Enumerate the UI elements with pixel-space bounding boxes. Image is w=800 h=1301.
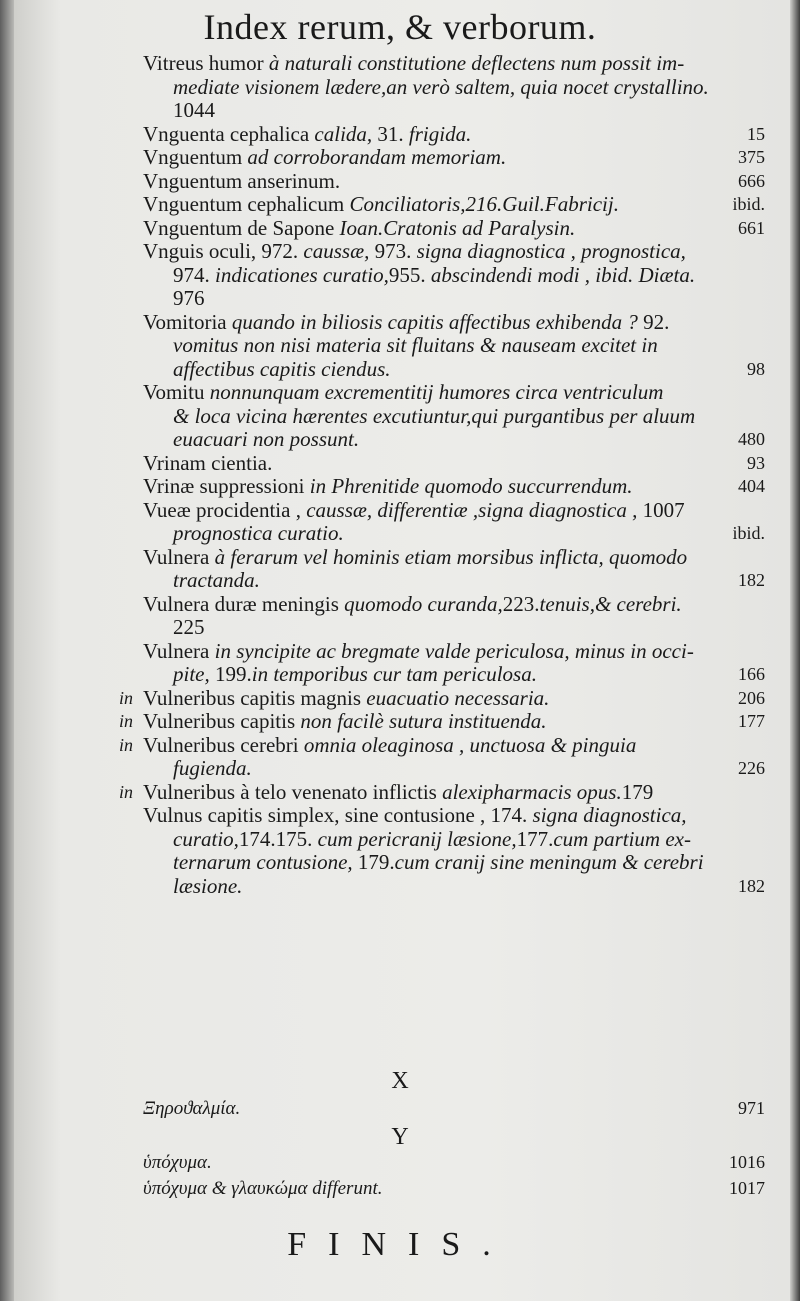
roman-text: Vulneribus capitis magnis — [143, 685, 367, 710]
index-entry — [119, 685, 765, 711]
page-reference: 177 — [738, 711, 765, 731]
italic-text: cum pericranij læsione, — [317, 826, 517, 851]
index-entry — [143, 593, 765, 640]
entry-line — [143, 522, 765, 546]
page-reference: 480 — [738, 429, 765, 449]
index-entry — [143, 170, 765, 194]
italic-text: non facilè sutura instituenda. — [300, 709, 547, 733]
page-reference: 1016 — [729, 1152, 765, 1172]
italic-text: euacuatio necessaria. — [366, 685, 550, 710]
entry-line — [143, 475, 765, 499]
roman-text: Vrinæ suppressioni — [143, 474, 310, 498]
entry-prefix: in — [119, 711, 134, 731]
italic-text: Ioan.Cratonis ad Paralysin. — [339, 215, 576, 240]
italic-text: ternarum contusione, — [173, 850, 353, 874]
finis: FINIS. — [287, 1226, 513, 1263]
entry-line — [143, 311, 765, 335]
page-reference: 182 — [738, 875, 765, 896]
index-entries — [119, 51, 765, 898]
page-reference: ibid. — [732, 523, 765, 543]
entry-line — [143, 264, 765, 288]
italic-text: indicationes curatio, — [215, 262, 389, 287]
entry-line — [143, 240, 765, 264]
page-reference: 661 — [738, 217, 765, 238]
index-entry — [143, 193, 765, 217]
entry-line — [143, 123, 765, 147]
entry-line — [143, 875, 765, 899]
page-reference: 98 — [747, 358, 765, 379]
italic-text: pite, — [173, 662, 210, 686]
page-reference: 15 — [747, 123, 765, 144]
entry-line — [143, 593, 765, 617]
index-entry — [143, 381, 765, 452]
roman-text: Vnguis oculi, 972. — [143, 239, 304, 263]
page-reference: 93 — [747, 452, 765, 473]
italic-text: caussæ, — [303, 239, 370, 263]
entry-line — [143, 52, 765, 76]
italic-text: curatio, — [173, 826, 239, 851]
italic-text: in temporibus cur tam periculosa. — [251, 662, 537, 686]
index-entry — [143, 240, 765, 311]
italic-text: & loca vicina hærentes excutiuntur,qui purgantibus per aluum — [173, 403, 696, 428]
entry-line — [143, 757, 765, 781]
italic-text: cum cranij sine meningum & cerebri — [394, 850, 704, 874]
roman-text: 955. — [388, 262, 431, 287]
italic-text: calida, — [314, 121, 373, 146]
section-letter-y: Y — [391, 1124, 409, 1150]
italic-text: quando in biliosis capitis affectibus exhibenda ? — [231, 309, 638, 334]
italic-text: quomodo curanda, — [344, 591, 503, 616]
page-reference: 206 — [738, 687, 765, 708]
entry-line — [143, 616, 765, 640]
roman-text: Vueæ procidentia , — [143, 497, 307, 522]
entry-line — [143, 428, 765, 452]
index-entry — [143, 52, 765, 123]
entry-prefix: in — [119, 687, 134, 708]
entry-line — [143, 452, 765, 476]
italic-text: frigida. — [408, 121, 472, 146]
page-reference: 1017 — [729, 1178, 765, 1198]
italic-text: fugienda. — [173, 756, 252, 780]
roman-text: Vulnera — [143, 544, 215, 569]
roman-text: Vomitu — [143, 380, 210, 404]
section-letter-x: X — [391, 1068, 409, 1094]
roman-text: Vulnus capitis simplex, sine contusione , 174. — [143, 803, 533, 827]
italic-text: à ferarum vel hominis etiam morsibus inflicta, quomodo — [214, 544, 688, 569]
entry-line — [143, 663, 765, 687]
italic-text: ad corroborandam memoriam. — [247, 145, 507, 169]
entry-line — [143, 381, 765, 405]
italic-text: mediate visionem lædere,an verò saltem, quia nocet crystallino. — [173, 74, 709, 99]
index-entry — [143, 123, 765, 147]
roman-text: Vnguenta cephalica — [143, 121, 315, 146]
index-entry — [143, 640, 765, 687]
roman-text: 223. — [502, 591, 540, 616]
italic-text: in syncipite ac bregmate valde periculosa, minus in occi- — [214, 638, 694, 663]
roman-text: 177. — [516, 826, 554, 851]
running-header: Index rerum, & verborum. — [203, 7, 597, 47]
roman-text: Vulneribus cerebri — [143, 732, 304, 757]
entry-prefix: in — [119, 781, 134, 802]
roman-text: Vnguentum — [143, 145, 248, 169]
index-entry-greek: Ξηροϑαλμία. — [143, 1098, 241, 1119]
index-entry — [143, 499, 765, 546]
entry-line — [143, 734, 765, 758]
page-reference: 971 — [738, 1098, 765, 1118]
italic-text: in Phrenitide quomodo succurrendum. — [309, 474, 633, 498]
page-reference: 375 — [738, 147, 765, 167]
roman-text: 199. — [209, 662, 252, 686]
entry-line — [143, 334, 765, 358]
entry-line — [143, 146, 765, 170]
entry-line — [143, 828, 765, 852]
roman-text: 31. — [372, 121, 409, 146]
italic-text: signa diagnostica , prognostica, — [416, 239, 686, 263]
roman-text: Vnguentum de Sapone — [143, 215, 340, 240]
entry-line — [143, 217, 765, 241]
entry-line — [143, 781, 765, 805]
index-entry — [143, 311, 765, 382]
roman-text: Vulneribus capitis — [143, 709, 301, 733]
roman-text: Vulneribus à telo venenato inflictis — [143, 779, 443, 804]
entry-line — [143, 569, 765, 593]
index-entry-greek: ὑπόχυμα & γλαυκώμα differunt. — [143, 1178, 383, 1199]
roman-text: Vnguentum cephalicum — [143, 192, 350, 216]
entry-line — [143, 405, 765, 429]
roman-text: 174.175. — [238, 826, 318, 851]
index-entry — [143, 452, 765, 476]
italic-text: omnia oleaginosa , unctuosa & pinguia — [303, 732, 637, 757]
index-entry — [119, 709, 765, 734]
italic-text: à naturali constitutione deflectens num possit im- — [268, 51, 685, 75]
index-entry — [119, 732, 765, 781]
entry-prefix: in — [119, 734, 134, 755]
roman-text: Vitreus humor — [143, 51, 269, 75]
entry-line — [143, 287, 765, 311]
index-entry — [143, 217, 765, 241]
entry-line — [143, 851, 765, 875]
entry-line — [143, 358, 765, 382]
italic-text: Conciliatoris,216.Guil.Fabricij. — [349, 192, 619, 216]
roman-text: 974. — [173, 262, 215, 287]
entry-line — [143, 193, 765, 217]
italic-text: læsione. — [173, 873, 243, 898]
roman-text: 1007 — [637, 497, 685, 522]
entry-line — [143, 687, 765, 711]
roman-text: Vulnera duræ meningis — [143, 591, 345, 616]
entry-line — [143, 499, 765, 523]
italic-text: prognostica curatio. — [173, 521, 344, 545]
page-reference: ibid. — [732, 194, 765, 214]
roman-text: Vrinam cientia. — [143, 450, 273, 475]
roman-text: 976 — [173, 286, 205, 310]
index-entry — [143, 804, 765, 898]
italic-text: tractanda. — [173, 568, 260, 592]
page-reference: 666 — [738, 170, 765, 191]
page-reference: 226 — [738, 758, 765, 778]
italic-text: vomitus non nisi materia sit fluitans & nauseam excitet in — [173, 333, 658, 357]
index-entry — [143, 146, 765, 170]
roman-text: 1044 — [173, 98, 215, 122]
roman-text: 92. — [637, 309, 670, 334]
italic-text: nonnunquam excrementitij humores circa ventriculum — [209, 380, 664, 404]
italic-text: euacuari non possunt. — [173, 427, 360, 451]
roman-text: 179. — [352, 850, 395, 874]
entry-line — [143, 546, 765, 570]
page-edge — [790, 0, 800, 1301]
entry-line — [143, 804, 765, 828]
index-entry — [143, 546, 765, 593]
italic-text: tenuis,& cerebri. — [539, 591, 682, 616]
page-reference: 404 — [738, 476, 765, 496]
italic-text: abscindendi modi , ibid. Diæta. — [430, 262, 696, 287]
entry-line — [143, 710, 765, 734]
book-gutter — [0, 0, 14, 1301]
roman-text: 225 — [173, 615, 205, 639]
page-reference: 182 — [738, 570, 765, 590]
roman-text: Vnguentum anserinum. — [143, 168, 341, 193]
italic-text: caussæ, differentiæ ,signa diagnostica , — [306, 497, 638, 522]
roman-text: 973. — [369, 239, 417, 263]
entry-line — [143, 170, 765, 194]
index-entry — [119, 779, 765, 805]
entry-line — [143, 99, 765, 123]
italic-text: alexipharmacis opus. — [442, 779, 622, 804]
page-reference: 166 — [738, 664, 765, 684]
roman-text: 179 — [621, 779, 654, 804]
roman-text: Vulnera — [143, 638, 215, 663]
roman-text: Vomitoria — [143, 309, 232, 334]
italic-text: affectibus capitis ciendus. — [173, 356, 391, 381]
italic-text: cum partium ex- — [553, 826, 691, 851]
index-entry — [143, 475, 765, 499]
index-entry-greek: ὑπόχυμα. — [143, 1152, 212, 1173]
entry-line — [143, 640, 765, 664]
italic-text: signa diagnostica, — [532, 803, 687, 827]
entry-line — [143, 76, 765, 100]
